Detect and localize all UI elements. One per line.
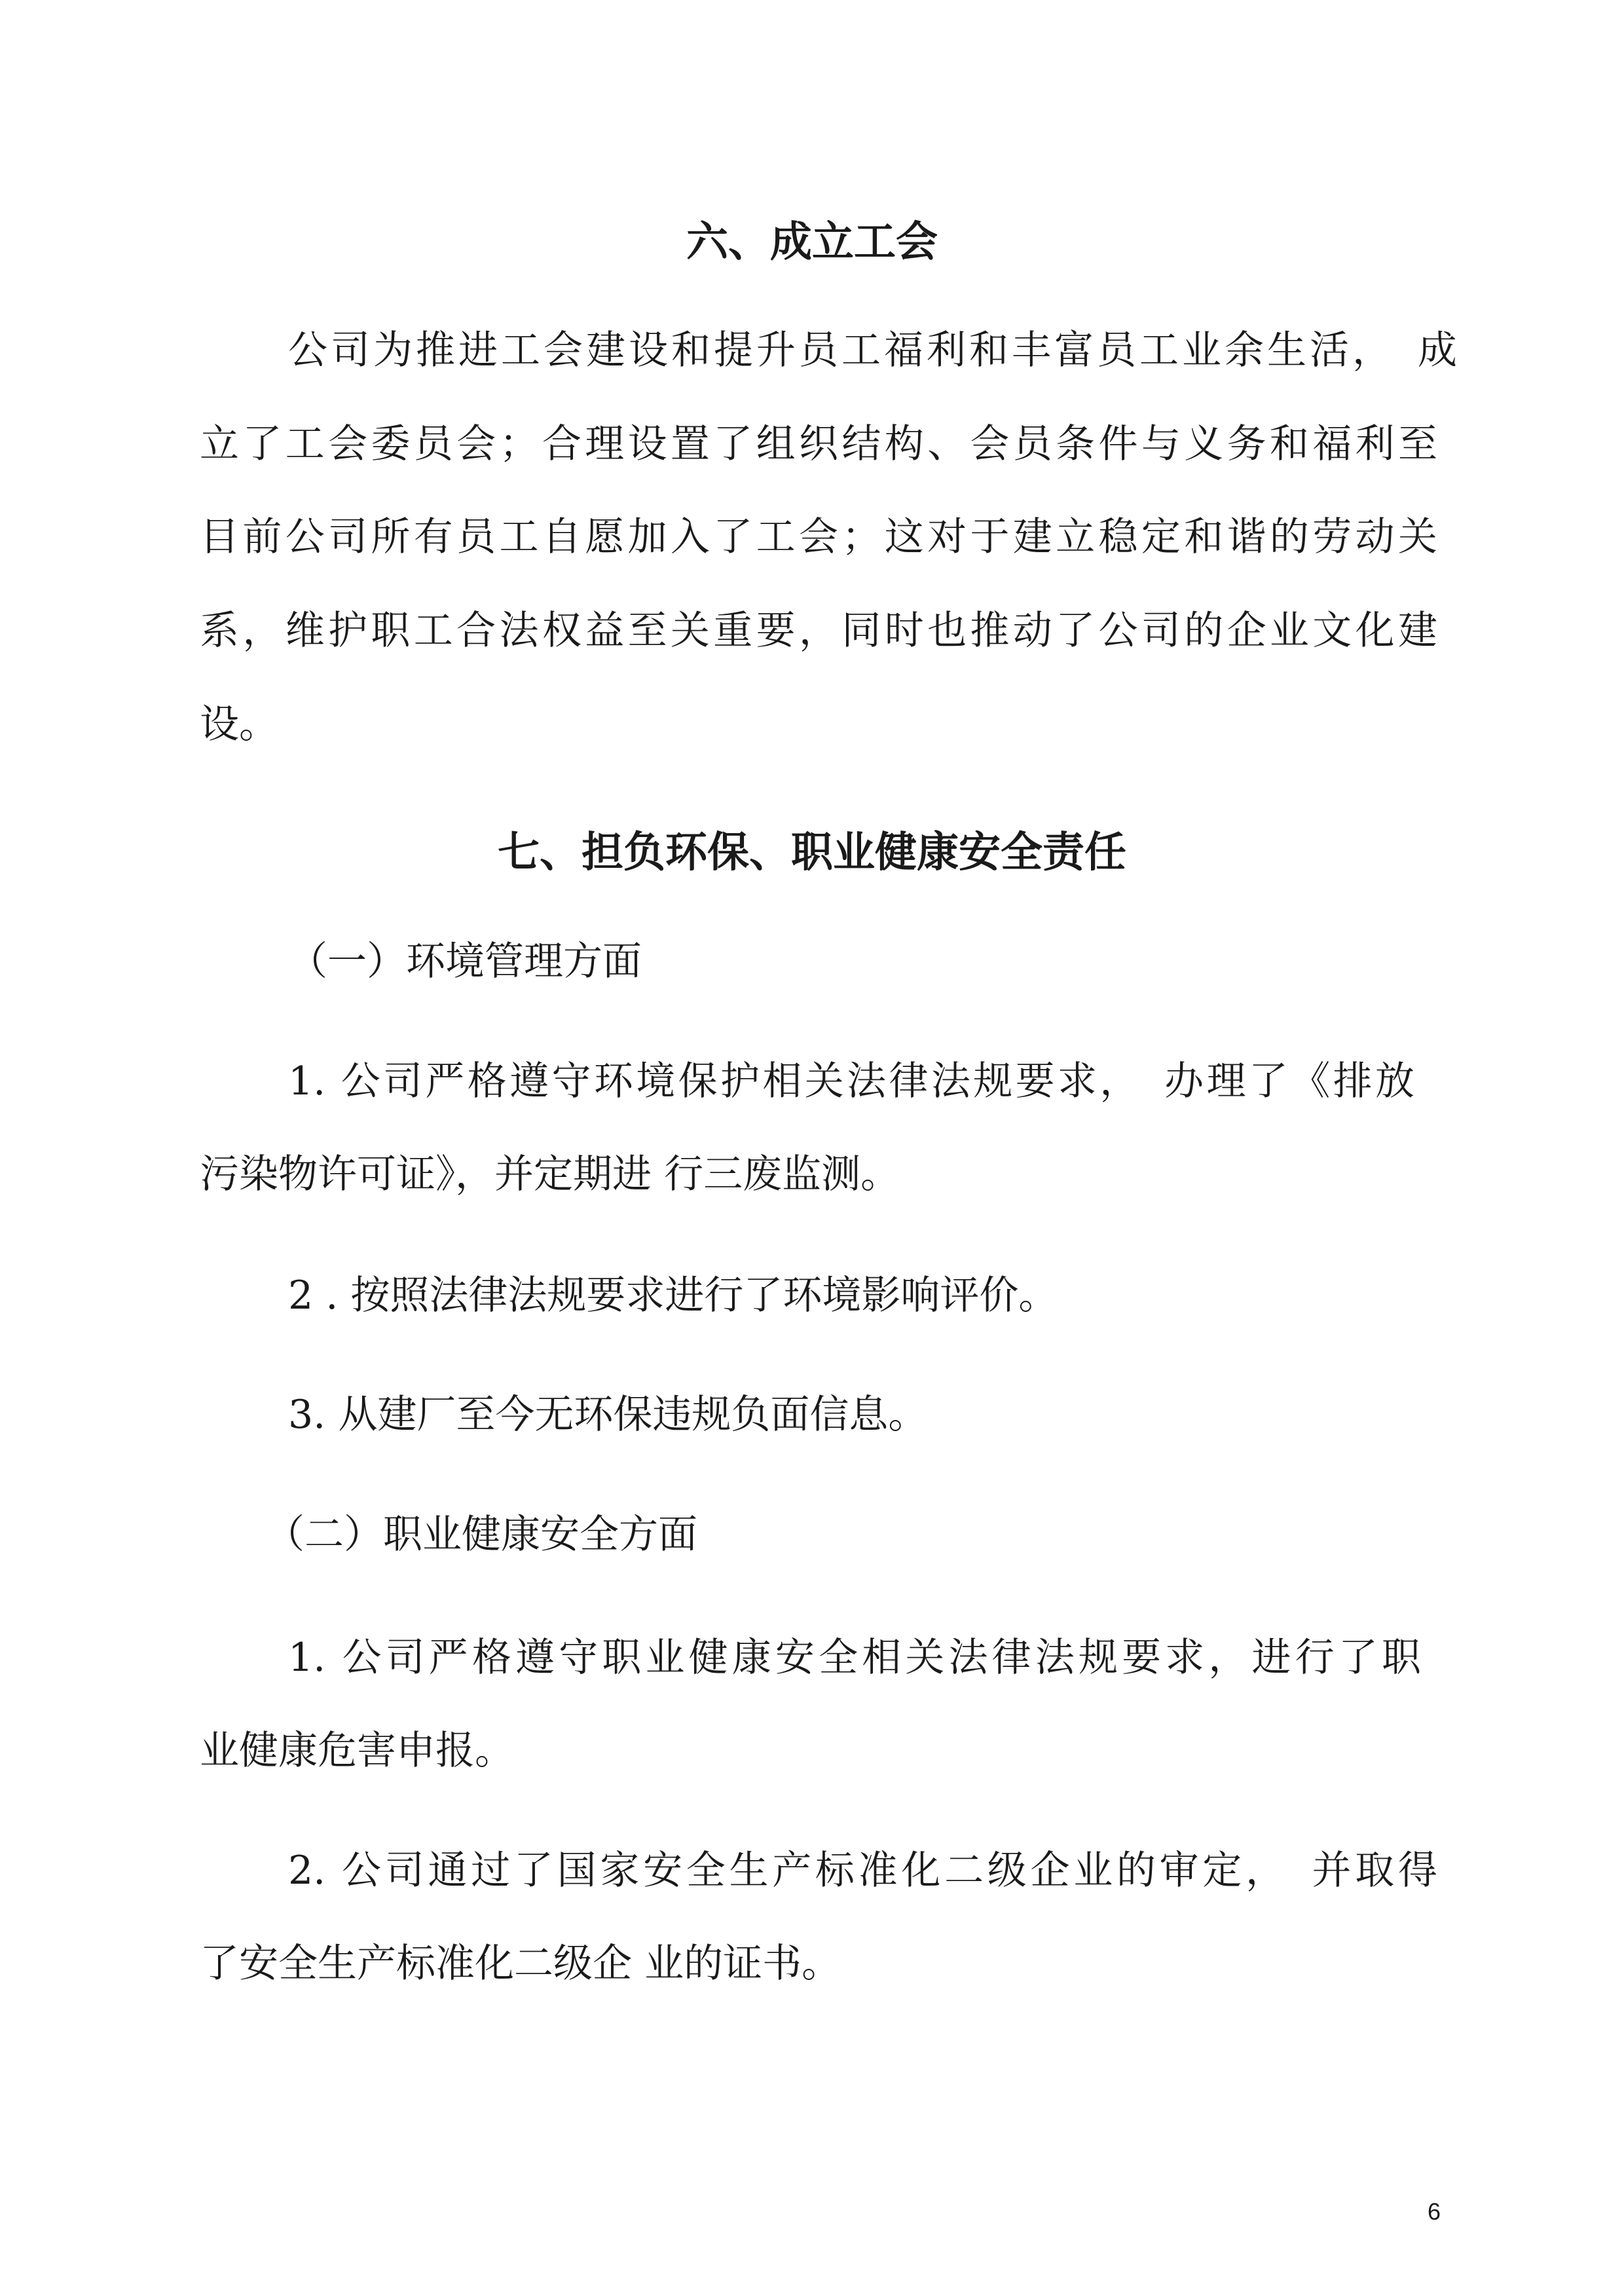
section-6-heading: 六、成立工会 (686, 218, 938, 267)
env-item-2: 2 . 按照法律法规要求进行了环境影响评价。 (288, 1273, 1058, 1318)
subsection-1-heading: （一）环境管理方面 (288, 939, 642, 984)
section-6-para-line-1: 公司为推进工会建设和提升员工福利和丰富员工业余生活， 成 (288, 327, 1457, 373)
section-7-heading: 七、担负环保、职业健康安全责任 (498, 829, 1126, 877)
section-6-para-line-2: 立了工会委员会；合理设置了组织结构、会员条件与义务和福利至 (200, 421, 1437, 467)
page-number: 6 (1428, 2198, 1441, 2225)
ohs-item-2-line-1: 2. 公司通过了国家安全生产标准化二级企业的审定， 并取得 (288, 1848, 1437, 1894)
env-item-1-line-2: 污染物许可证》，并定期进 行三废监测。 (200, 1151, 900, 1197)
ohs-item-2-line-2: 了安全生产标准化二级企 业的证书。 (200, 1941, 841, 1987)
section-6-para-line-5: 设。 (200, 701, 278, 747)
env-item-3: 3. 从建厂至今无环保违规负面信息。 (288, 1392, 928, 1438)
subsection-2-heading: （二）职业健康安全方面 (265, 1512, 697, 1558)
section-6-para-line-3: 目前公司所有员工自愿加入了工会；这对于建立稳定和谐的劳动关 (200, 514, 1437, 560)
env-item-1-line-1: 1. 公司严格遵守环境保护相关法律法规要求， 办理了《排放 (288, 1058, 1414, 1104)
ohs-item-1-line-1: 1. 公司严格遵守职业健康安全相关法律法规要求，进行了职 (288, 1635, 1421, 1681)
ohs-item-1-line-2: 业健康危害申报。 (200, 1728, 514, 1774)
section-6-para-line-4: 系，维护职工合法权益至关重要，同时也推动了公司的企业文化建 (200, 608, 1437, 654)
